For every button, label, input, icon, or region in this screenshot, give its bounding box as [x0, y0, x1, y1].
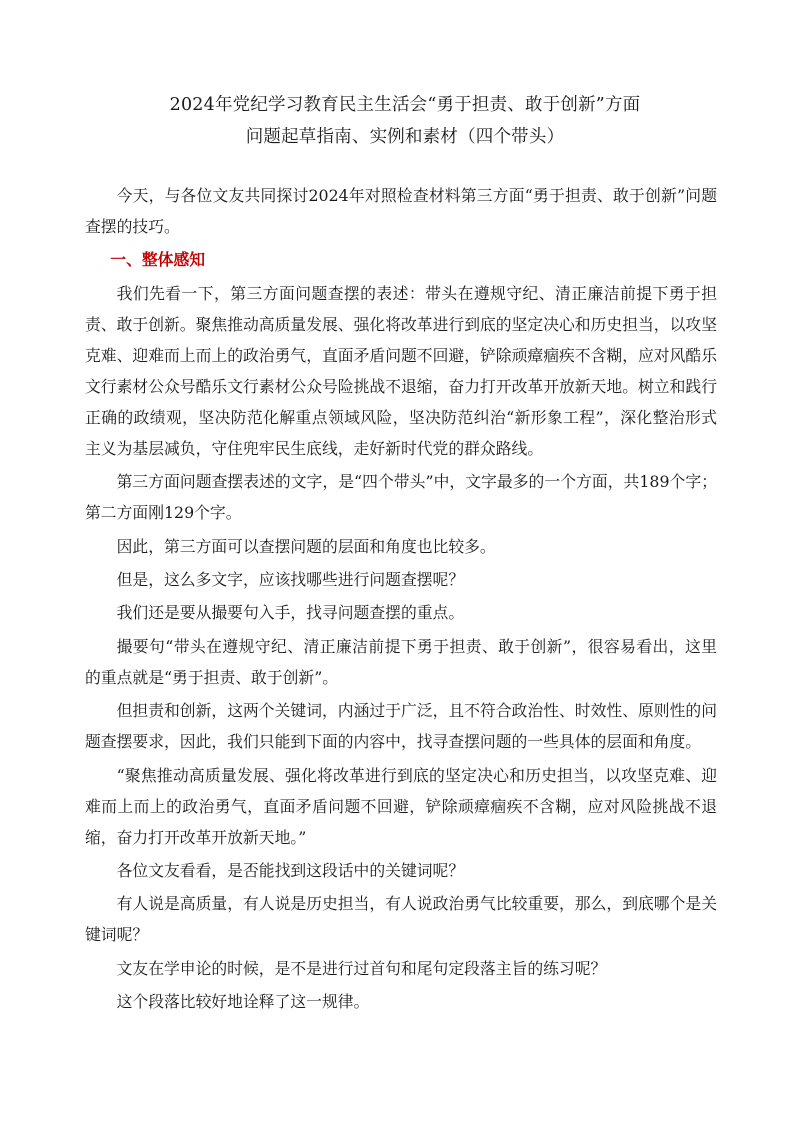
paragraph: 文友在学申论的时候，是不是进行过首句和尾句定段落主旨的练习呢？	[116, 958, 607, 978]
document-body	[85, 180, 717, 1019]
paragraph-intro: 今天，与各位文友共同探讨2024年对照检查材料第三方面“勇于担责、敢于创新”问题查摆的技巧。	[85, 186, 717, 236]
paragraph-quote: “聚焦推动高质量发展、强化将改革进行到底的坚定决心和历史担当，以攻坚克难、迎难而上而上的政治勇气，直面矛盾问题不回避，铲除顽瘴痼疾不含糊，应对风险挑战不退缩，奋力打开改革开放新天地。”	[85, 765, 717, 847]
paragraph: 因此，第三方面可以查摆问题的层面和角度也比较多。	[116, 536, 496, 556]
document-title-line-2: 问题起草指南、实例和素材（四个带头）	[245, 127, 565, 147]
paragraph: 但是，这么多文字，应该找哪些进行问题查摆呢？	[116, 569, 465, 589]
section-heading	[85, 244, 717, 275]
paragraph: 但担责和创新，这两个关键词，内涵过于广泛，且不符合政治性、时效性、原则性的问题查摆要求，因此，我们只能到下面的内容中，找寻查摆问题的一些具体的层面和角度。	[85, 701, 717, 752]
paragraph: 有人说是高质量，有人说是历史担当，有人说政治勇气比较重要，那么，到底哪个是关键词呢？	[85, 894, 717, 945]
paragraph: 我们还是要从撮要句入手，找寻问题查摆的重点。	[116, 603, 465, 623]
paragraph: 第三方面问题查摆表述的文字，是“四个带头”中，文字最多的一个方面，共189个字；第二方面刚129个字。	[85, 472, 717, 523]
paragraph: 各位文友看看，是否能找到这段话中的关键词呢？	[116, 860, 465, 880]
paragraph: 撮要句“带头在遵规守纪、清正廉洁前提下勇于担责、敢于创新”，很容易看出，这里的重点就是“勇于担责、敢于创新”。	[85, 636, 717, 687]
section-heading-text: 一、整体感知	[110, 250, 206, 270]
paragraph: 我们先看一下，第三方面问题查摆的表述：带头在遵规守纪、清正廉洁前提下勇于担责、敢于创新。聚焦推动高质量发展、强化将改革进行到底的坚定决心和历史担当，以攻坚克难、迎难而上而上的政治勇气，直面矛盾问题不回避，铲除顽瘴痼疾不含糊，应对风酷乐文行素材公众号酷乐文行素材公众号险挑战不退缩，奋力打开改革开放新天地。树立和践行正确的政绩观，坚决防范化解重点领域风险，坚决防范纠治“新形象工程”，深化整治形式主义为基层减负，守住兜牢民生底线，走好新时代党的群众路线。	[85, 283, 717, 458]
document-title-line-1: 2024年党纪学习教育民主生活会“勇于担责、敢于创新”方面	[169, 95, 641, 115]
paragraph: 这个段落比较好地诠释了这一规律。	[116, 992, 370, 1012]
